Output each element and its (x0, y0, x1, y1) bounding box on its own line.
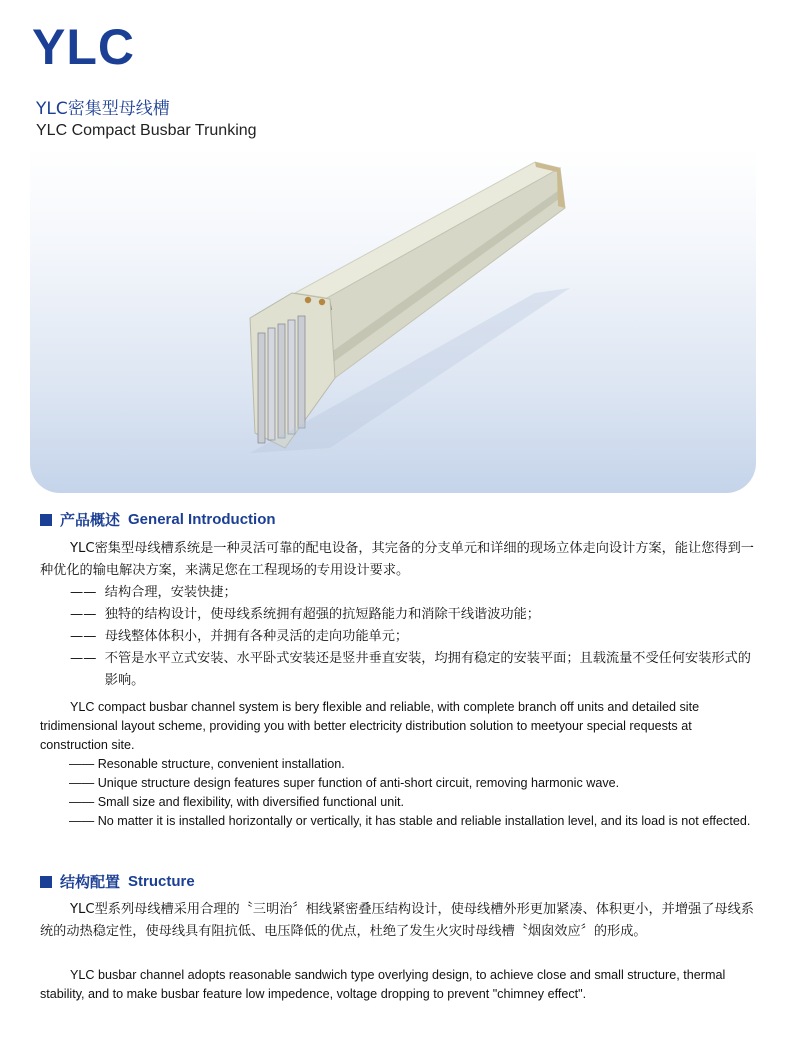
list-item: —— 不管是水平立式安装、水平卧式安装还是竖井垂直安装，均拥有稳定的安装平面；且载流量不受任何安装形式的影响。 (70, 651, 751, 688)
list-item: —— 结构合理，安装快捷； (70, 585, 237, 600)
product-image (30, 148, 756, 493)
subtitle-en: YLC Compact Busbar Trunking (36, 122, 257, 139)
structure-paragraph-cn: YLC型系列母线槽采用合理的〝三明治〞相线紧密叠压结构设计，使母线槽外形更加紧凑、体积更小，并增强了母线系统的动热稳定性，使母线具有阻抗低、电压降低的优点，杜绝了发生火灾时母线槽〝烟囱效应〞的形成。 (40, 902, 754, 939)
intro-paragraph-en: YLC compact busbar channel system is bery flexible and reliable, with complete branch off units and detailed site tridimensional layout scheme, providing you with better electricity distribution solution to meetyour special requests at construction site. (40, 700, 700, 752)
intro-body-en (40, 698, 754, 831)
busbar-illustration (30, 148, 756, 493)
list-item: —— Unique structure design features super function of anti-short circuit, removing harmonic wave. (69, 776, 620, 790)
list-item: —— No matter it is installed horizontally or vertically, it has stable and reliable installation level, and its load is not effected. (69, 814, 751, 828)
subtitle-cn: YLC密集型母线槽 (36, 99, 170, 119)
intro-heading (40, 509, 276, 530)
square-bullet-icon (40, 514, 52, 526)
list-item: —— 独特的结构设计，使母线系统拥有超强的抗短路能力和消除干线谐波功能； (70, 607, 540, 622)
structure-title-en: Structure (128, 873, 195, 890)
intro-title-cn: 产品概述 (60, 511, 121, 529)
structure-title-cn: 结构配置 (60, 873, 121, 891)
intro-paragraph-cn: YLC密集型母线槽系统是一种灵活可靠的配电设备，其完备的分支单元和详细的现场立体走向设计方案，能让您得到一种优化的输电解决方案，来满足您在工程现场的专用设计要求。 (40, 541, 754, 578)
intro-title-en: General Introduction (128, 511, 276, 528)
list-item: —— Small size and flexibility, with diversified functional unit. (69, 795, 405, 809)
logo: YLC (32, 19, 135, 75)
list-item: —— 母线整体体积小，并拥有各种灵活的走向功能单元； (70, 629, 409, 644)
square-bullet-icon (40, 876, 52, 888)
intro-body-cn (40, 538, 754, 692)
list-item: —— Resonable structure, convenient installation. (69, 757, 345, 771)
structure-paragraph-en: YLC busbar channel adopts reasonable sandwich type overlying design, to achieve close and small structure, thermal stability, and to make busbar feature low impedence, voltage dropping to prevent "chimney effect". (40, 968, 726, 1001)
structure-heading (40, 871, 195, 892)
